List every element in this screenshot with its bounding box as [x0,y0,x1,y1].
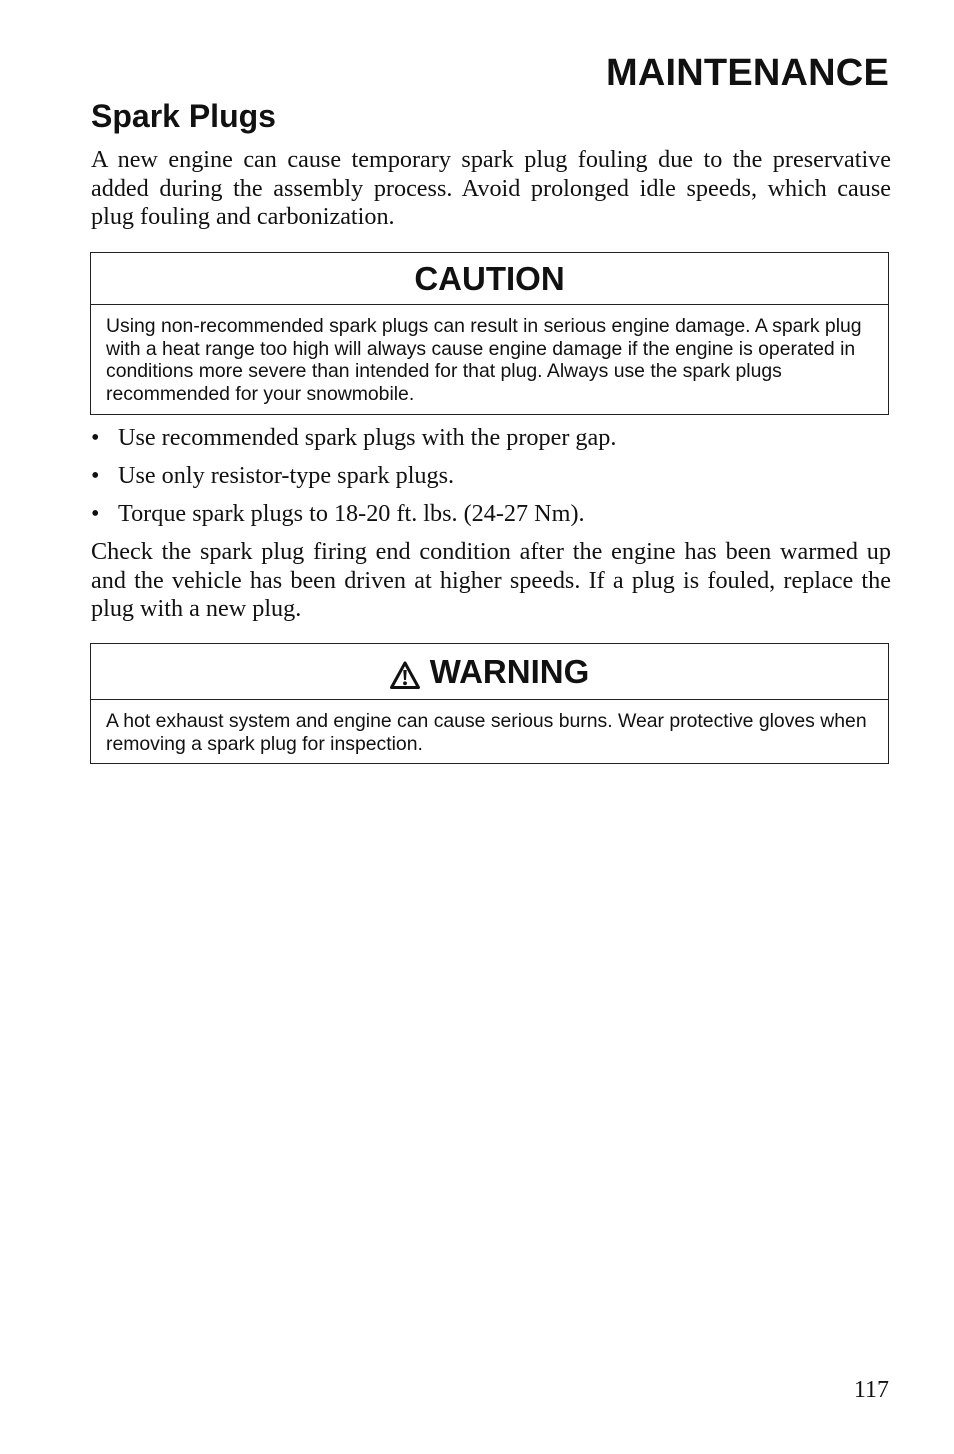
intro-paragraph: A new engine can cause temporary spark plug fouling due to the preservative added during the assembly process. Avoid prolonged idle speeds, which cause plug fouling and carbonization. [91,146,891,230]
list-item [91,462,891,491]
bullet-list [91,424,891,538]
list-item-text: Use only resistor-type spark plugs. [118,462,455,489]
list-item-text: Torque spark plugs to 18-20 ft. lbs. (24-27 Nm). [118,500,585,527]
warning-box [90,643,889,764]
warning-triangle-icon [390,659,420,687]
warning-text: A hot exhaust system and engine can cause serious burns. Wear protective gloves when removing a spark plug for inspection. [106,710,867,755]
warning-heading [91,644,888,700]
list-item [91,500,891,529]
bullet-marker: • [91,424,100,451]
page-header-title: MAINTENANCE [606,52,889,94]
section-title: Spark Plugs [91,98,276,134]
warning-label: WARNING [429,652,590,690]
list-item-text: Use recommended spark plugs with the proper gap. [118,424,617,451]
check-paragraph: Check the spark plug firing end condition after the engine has been warmed up and the vehicle has been driven at higher speeds. If a plug is fouled, replace the plug with a new plug. [91,538,891,622]
list-item [91,424,891,453]
bullet-marker: • [91,500,100,527]
caution-text: Using non-recommended spark plugs can result in serious engine damage. A spark plug with a heat range too high will always cause engine damage if the engine is operated in conditions more severe than intended for that plug. Always use the spark plugs recommended for your snowmobile. [106,315,862,405]
caution-box [90,252,889,415]
bullet-marker: • [91,462,100,489]
page-number: 117 [853,1377,889,1403]
caution-heading: CAUTION [91,253,888,305]
